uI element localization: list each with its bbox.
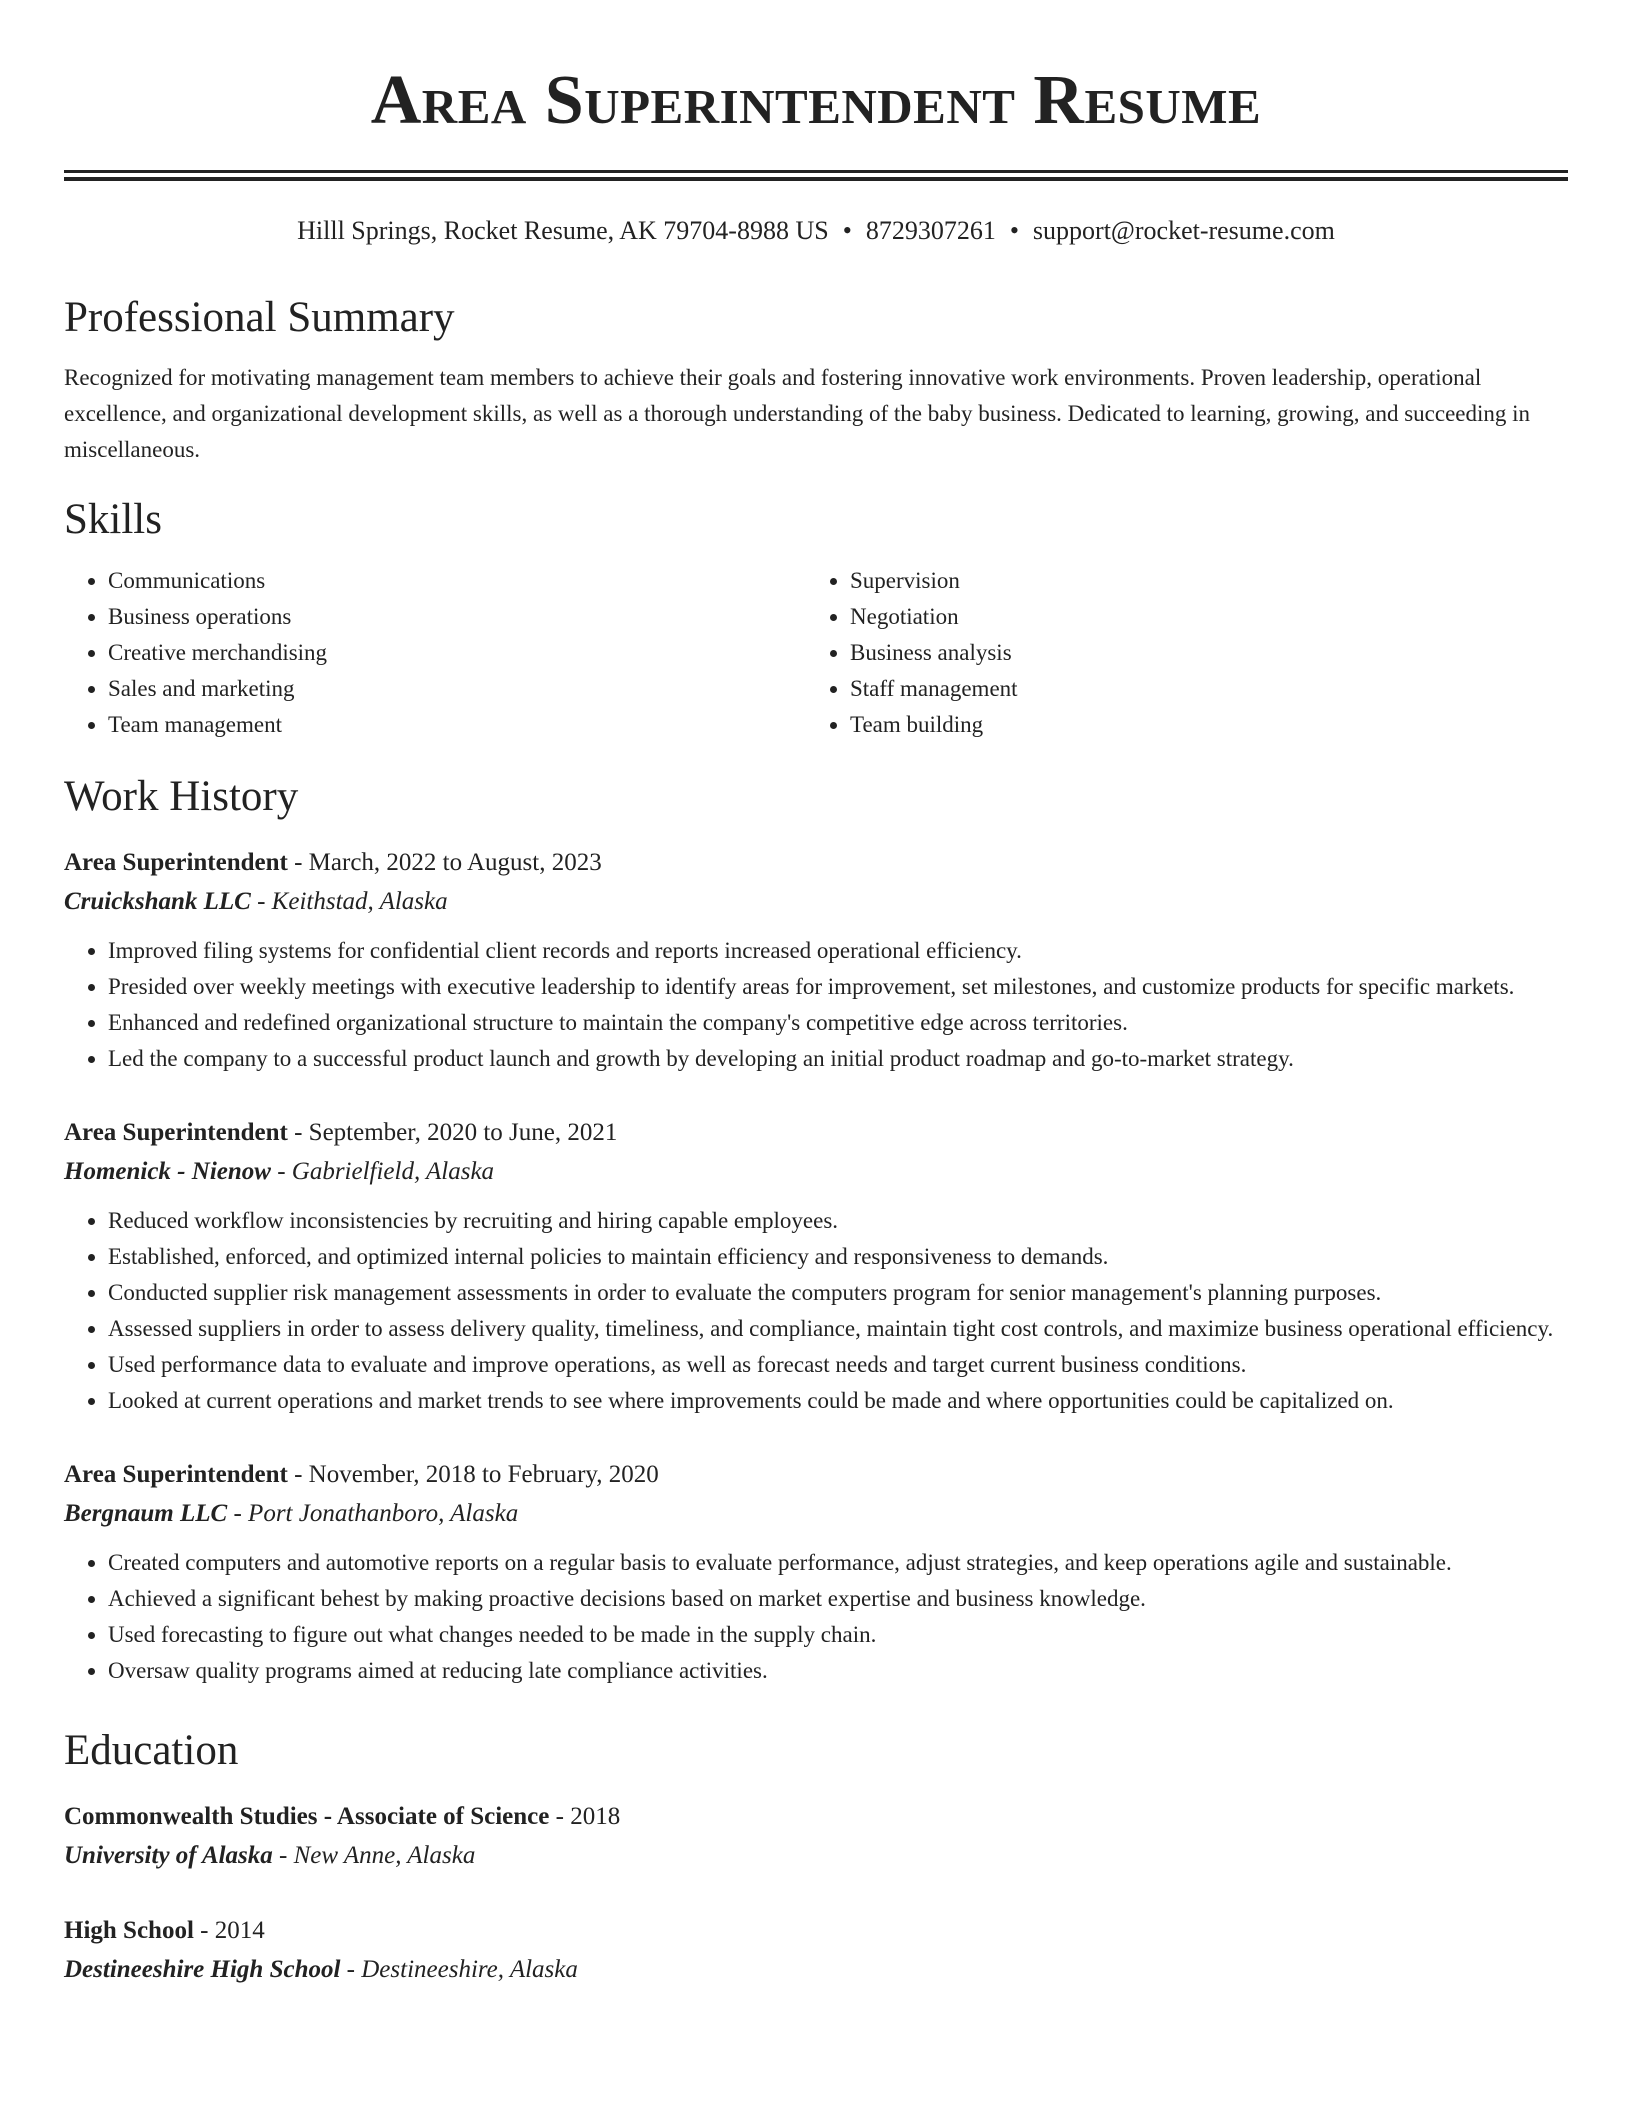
job-bullet: • Presided over weekly meetings with executive leadership to identify areas for improvement, set milestones, and customize products for specific markets.	[108, 969, 1568, 1005]
job-employer	[64, 1494, 1568, 1533]
skill-item: • Supervision	[850, 563, 1018, 599]
skill-item: • Team management	[108, 707, 806, 743]
job-dates: - September, 2020 to June, 2021	[287, 1118, 618, 1146]
education-institution	[64, 1836, 1568, 1875]
job-location: - Gabrielfield, Alaska	[270, 1157, 495, 1185]
skills-section	[64, 494, 1568, 744]
education-location: - New Anne, Alaska	[272, 1841, 476, 1869]
summary-section	[64, 292, 1568, 468]
skill-item: • Negotiation	[850, 599, 1018, 635]
contact-phone: 8729307261	[865, 216, 996, 245]
job-dates: - November, 2018 to February, 2020	[287, 1460, 659, 1488]
job-bullets	[64, 1203, 1568, 1419]
title-divider	[64, 170, 1568, 181]
job-header	[64, 843, 1568, 882]
job-bullet: • Conducted supplier risk management assessments in order to evaluate the computers program for senior management's planning purposes.	[108, 1275, 1568, 1311]
job-company: Bergnaum LLC	[64, 1499, 228, 1527]
job-bullet: • Reduced workflow inconsistencies by recruiting and hiring capable employees.	[108, 1203, 1568, 1239]
skills-right-list	[806, 563, 1018, 743]
education-school: University of Alaska	[64, 1841, 273, 1869]
job-bullets	[64, 1545, 1568, 1689]
job-company: Homenick - Nienow	[64, 1157, 271, 1185]
job-bullet: • Enhanced and redefined organizational structure to maintain the company's competitive edge across territories.	[108, 1005, 1568, 1041]
education-degree: High School	[64, 1916, 194, 1944]
skill-item: • Business operations	[108, 599, 806, 635]
skill-item: • Team building	[850, 707, 1018, 743]
job-bullet: • Used forecasting to figure out what changes needed to be made in the supply chain.	[108, 1617, 1568, 1653]
job-bullet: • Established, enforced, and optimized internal policies to maintain efficiency and responsiveness to demands.	[108, 1239, 1568, 1275]
education-location: - Destineeshire, Alaska	[340, 1955, 578, 1983]
education-institution	[64, 1950, 1568, 1989]
job-header	[64, 1113, 1568, 1152]
skill-item: • Staff management	[850, 671, 1018, 707]
contact-address: Hilll Springs, Rocket Resume, AK 79704-8988 US	[297, 216, 829, 245]
job-bullets	[64, 933, 1568, 1077]
job-title: Area Superintendent	[64, 1460, 288, 1488]
education-year: - 2014	[193, 1916, 265, 1944]
work-history-heading: Work History	[64, 773, 299, 821]
contact-email: support@rocket-resume.com	[1032, 216, 1335, 245]
education-header	[64, 1797, 1568, 1836]
job-entry	[64, 843, 1568, 1077]
job-entry	[64, 1113, 1568, 1419]
job-bullet: • Looked at current operations and market trends to see where improvements could be made and where opportunities could be capitalized on.	[108, 1383, 1568, 1419]
job-bullet: • Assessed suppliers in order to assess delivery quality, timeliness, and compliance, maintain tight cost controls, and maximize business operational efficiency.	[108, 1311, 1568, 1347]
job-employer	[64, 1152, 1568, 1191]
skill-item: • Business analysis	[850, 635, 1018, 671]
skills-columns	[64, 563, 1568, 743]
contact-separator: •	[1009, 216, 1019, 245]
education-entry	[64, 1797, 1568, 1875]
contact-separator: •	[842, 216, 852, 245]
skills-left-list	[64, 563, 806, 743]
job-bullet: • Created computers and automotive reports on a regular basis to evaluate performance, adjust strategies, and keep operations agile and sustainable.	[108, 1545, 1568, 1581]
job-employer	[64, 882, 1568, 921]
education-degree: Commonwealth Studies - Associate of Science	[64, 1802, 550, 1830]
education-entry	[64, 1911, 1568, 1989]
skill-item: • Sales and marketing	[108, 671, 806, 707]
education-year: - 2018	[549, 1802, 621, 1830]
education-heading: Education	[64, 1726, 239, 1774]
job-company: Cruickshank LLC	[64, 887, 251, 915]
contact-line	[64, 215, 1568, 246]
job-bullet: • Led the company to a successful product launch and growth by developing an initial product roadmap and go-to-market strategy.	[108, 1041, 1568, 1077]
education-school: Destineeshire High School	[64, 1955, 341, 1983]
work-history-section	[64, 771, 1568, 1689]
job-location: - Keithstad, Alaska	[250, 887, 448, 915]
job-bullet: • Used performance data to evaluate and improve operations, as well as forecast needs and target current business conditions.	[108, 1347, 1568, 1383]
summary-heading: Professional Summary	[64, 294, 455, 342]
education-section	[64, 1725, 1568, 1989]
summary-text: Recognized for motivating management team members to achieve their goals and fostering innovative work environments. Proven leadership, operational excellence, and organizational development skills, as well as a thorough understanding of the baby business. Dedicated to learning, growing, and succeeding in miscellaneous.	[64, 364, 1531, 462]
job-title: Area Superintendent	[64, 848, 288, 876]
resume-title: Area Superintendent Resume	[370, 62, 1262, 139]
job-bullet: • Achieved a significant behest by making proactive decisions based on market expertise and business knowledge.	[108, 1581, 1568, 1617]
job-location: - Port Jonathanboro, Alaska	[227, 1499, 519, 1527]
job-bullet: • Improved filing systems for confidential client records and reports increased operational efficiency.	[108, 933, 1568, 969]
job-bullet: • Oversaw quality programs aimed at reducing late compliance activities.	[108, 1653, 1568, 1689]
skills-heading: Skills	[64, 495, 162, 543]
education-header	[64, 1911, 1568, 1950]
job-header	[64, 1455, 1568, 1494]
skill-item: • Communications	[108, 563, 806, 599]
job-title: Area Superintendent	[64, 1118, 288, 1146]
skill-item: • Creative merchandising	[108, 635, 806, 671]
job-entry	[64, 1455, 1568, 1689]
job-dates: - March, 2022 to August, 2023	[287, 848, 602, 876]
